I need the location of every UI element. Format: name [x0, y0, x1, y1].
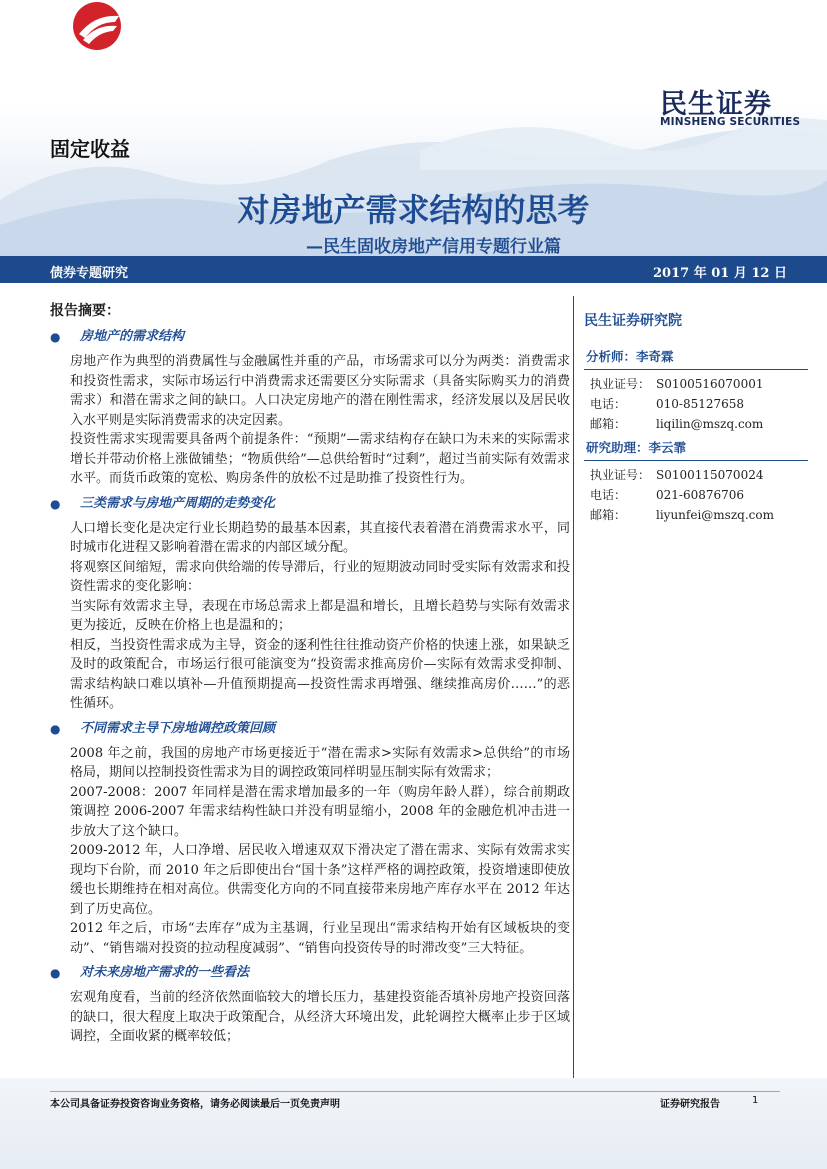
bullet-icon: ● [50, 496, 61, 511]
section-demand-structure [50, 328, 570, 489]
analyst-role: 分析师：李奇霖 [586, 349, 674, 364]
footer-disclaimer: 本公司具备证券投资咨询业务资格，请务必阅读最后一页免责声明 [50, 1099, 340, 1110]
footer-label: 证券研究报告 [660, 1099, 720, 1110]
section-heading-text: 不同需求主导下房地调控政策回顾 [80, 720, 276, 736]
section-heading-text: 对未来房地产需求的一些看法 [80, 965, 250, 980]
section-heading-text: 三类需求与房地产周期的走势变化 [80, 495, 276, 511]
field-value: S0100115070024 [656, 468, 764, 482]
paragraph: 当实际有效需求主导，表现在市场总需求上都是温和增长，且增长趋势与实际有效需求更为接近，反映在价格上也是温和的； [70, 598, 570, 633]
field-label: 电话： [590, 488, 627, 502]
email-link[interactable]: liyunfei@mszq.com [656, 508, 774, 522]
sidebar-divider [573, 296, 574, 1078]
report-title: 对房地产需求结构的思考 [237, 191, 590, 229]
paragraph: 2009-2012 年，人口净增、居民收入增速双双下滑决定了潜在需求、实际有效需求实现均下台阶，而 2010 年之后即使出台“国十条”这样严格的调控政策，投资增速即使放缓也长期维持在相对高位。供需变化方向的不同直接带来房地产库存水平在 2012 年达到了历史高位。 [70, 843, 570, 917]
logo-en-text: MINSHENG SECURITIES [660, 116, 801, 128]
abstract-label: 报告摘要： [50, 303, 120, 319]
section-heading [50, 720, 570, 738]
section-heading [50, 495, 570, 513]
header-banner [0, 0, 827, 256]
paragraph: 房地产作为典型的消费属性与金融属性并重的产品，市场需求可以分为两类：消费需求和投资性需求，实际市场运行中消费需求还需要区分实际需求（具备实际购买力的消费需求）和潜在需求之间的缺口。人口决定房地产的潜在刚性需求，经济发展以及居民收入水平则是实际消费需求的决定因素。 [70, 354, 570, 428]
minsheng-logo-icon [0, 0, 200, 52]
divider [584, 369, 808, 370]
report-category: 固定收益 [50, 137, 130, 161]
abstract-content [50, 328, 570, 1053]
logo-cn-text: 民生证券 [660, 89, 772, 120]
paragraph: 相反，当投资性需求成为主导，资金的逐利性往往推动资产价格的快速上涨，如果缺乏及时的政策配合，市场运行很可能演变为“投资需求推高房价—实际有效需求受抑制、需求结构缺口难以填补—升值预期提高—投资性需求再增强、继续推高房价……”的恶性循环。 [70, 637, 570, 711]
field-value: 010-85127658 [656, 397, 745, 411]
bullet-icon: ● [50, 966, 61, 980]
field-label: 邮箱： [590, 508, 627, 522]
footer-divider [50, 1091, 780, 1092]
paragraph: 宏观角度看，当前的经济依然面临较大的增长压力，基建投资能否填补房地产投资回落的缺口，很大程度上取决于政策配合，从经济大环境出发，此轮调控大概率止步于区域调控，全面收紧的概率较低； [70, 990, 570, 1044]
email-link[interactable]: liqilin@mszq.com [656, 417, 764, 431]
report-type: 债券专题研究 [50, 266, 129, 281]
analyst-sidebar [584, 310, 814, 525]
bullet-icon: ● [50, 721, 61, 736]
assistant-role: 研究助理：李云霏 [586, 440, 687, 455]
institute-name: 民生证券研究院 [584, 313, 682, 329]
paragraph: 投资性需求实现需要具备两个前提条件：“预期”—需求结构存在缺口为未来的实际需求增长并带动价格上涨做铺垫；“物质供给”—总供给暂时“过剩”，超过当前实际有效需求水平。而货币政策的宽松、购房条件的放松不过是助推了投资性行为。 [70, 432, 570, 486]
field-label: 执业证号： [590, 468, 651, 482]
field-label: 邮箱： [590, 417, 627, 431]
field-value: 021-60876706 [656, 488, 745, 502]
analyst-phone [584, 394, 814, 414]
field-label: 执业证号： [590, 377, 651, 391]
assistant-email [584, 505, 814, 525]
page-number: 1 [752, 1095, 759, 1106]
analyst-license [584, 374, 814, 394]
paragraph: 将观察区间缩短，需求向供给端的传导滞后，行业的短期波动同时受实际有效需求和投资性需求的变化影响： [70, 559, 570, 594]
report-date: 2017 年 01 月 12 日 [653, 266, 787, 281]
paragraph: 2012 年之后，市场“去库存”成为主基调，行业呈现出“需求结构开始有区域板块的变动”、“销售端对投资的拉动程度减弱”、“销售向投资传导的时滞改变”三大特征。 [70, 921, 570, 956]
bullet-icon: ● [50, 330, 61, 344]
report-subtitle: —民生固收房地产信用专题行业篇 [306, 237, 561, 256]
paragraph: 2008 年之前，我国的房地产市场更接近于“潜在需求>实际有效需求>总供给”的市场格局，期间以控制投资性需求为目的调控政策同样明显压制实际有效需求； [70, 745, 570, 780]
divider [584, 460, 808, 461]
section-heading [50, 328, 570, 346]
paragraph: 2007-2008：2007 年同样是潜在需求增加最多的一年（购房年龄人群），综合前期政策调控 2006-2007 年需求结构性缺口并没有明显缩小，2008 年的金融危机冲击进一步放大了这个缺口。 [70, 784, 570, 839]
section-three-demands [50, 495, 570, 714]
field-label: 电话： [590, 397, 627, 411]
assistant-phone [584, 485, 814, 505]
paragraph: 人口增长变化是决定行业长期趋势的最基本因素，其直接代表着潜在消费需求水平，同时城市化进程又影响着潜在需求的内部区域分配。 [70, 520, 570, 555]
section-future-outlook [50, 964, 570, 1047]
section-policy-review [50, 720, 570, 959]
section-heading-text: 房地产的需求结构 [80, 329, 185, 344]
analyst-email [584, 414, 814, 434]
assistant-license [584, 465, 814, 485]
field-value: S0100516070001 [656, 377, 764, 391]
section-heading [50, 964, 570, 982]
